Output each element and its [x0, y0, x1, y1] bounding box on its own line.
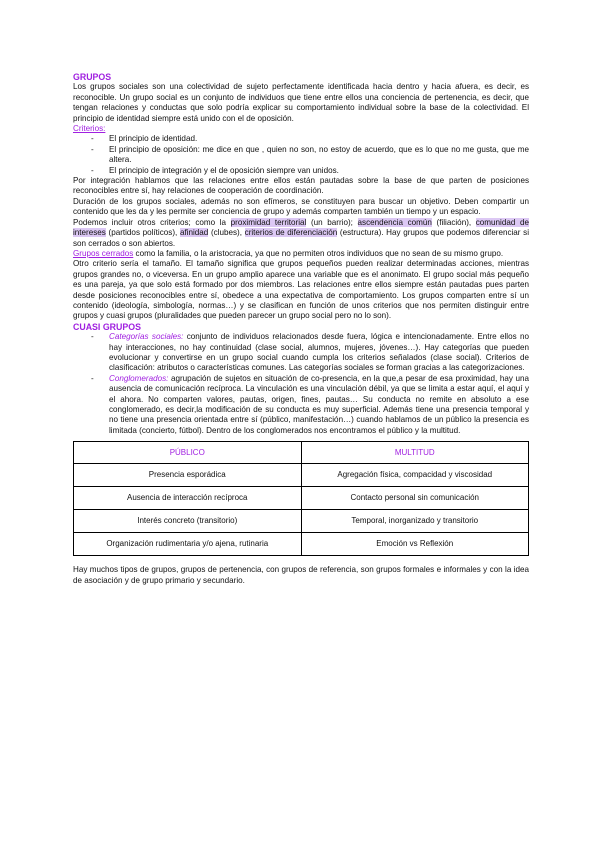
highlight-comunidad: comunidad de intereses [73, 217, 529, 238]
text-run: (partidos políticos), [105, 228, 180, 238]
text-run: Podemos incluir otros criterios; como la [73, 217, 231, 227]
cuasi-text: agrupación de sujetos en situación de co-presencia, en la que,a pesar de esa proximidad, hay una ausencia de comunicación recíproca. La vinculación es una vinculación débil, ya que se limita a estar aquí, el aquí y el ahora. No comparten valores, pautas, origen, fines, pautas… Su conducta no remite en absoluto a ese conglomerado, es decir,la modificación de su conducta es muy superficial. Además tiene una presencia temporal y no tiene una presencia orientada entre sí (público, manifestación…) cuando hablamos de un público la presencia es limitada (concierto, fútbol). Dentro de los conglomerados nos encontramos el público y la multitud. [109, 373, 529, 435]
table-cell: Presencia esporádica [74, 464, 302, 487]
criterios-heading: Criterios: [73, 124, 106, 134]
text-run: (filiación), [431, 217, 476, 227]
table-cell: Contacto personal sin comunicación [301, 487, 529, 510]
final-paragraph: Hay muchos tipos de grupos, grupos de pertenencia, con grupos de referencia, son grupos formales e informales y con la idea de asociación y de grupo primario y secundario. [73, 565, 529, 585]
cuasi-text: conjunto de individuos relacionados desde fuera, lógica e intencionadamente. Entre ellos no hay interacciones, no hay continuidad (clase social, alumnos, mujeres, jóvenes…). Hay categorías que pueden evolucionar y convertirse en un grupo social cuando cumpla los criterios señalados (clase social). Criterios de clasificación: atributos o características comunes. Las categorías sociales se forman gracias a las categorizaciones. [109, 332, 529, 373]
table-header-row [74, 442, 529, 464]
table-row [74, 533, 529, 556]
otros-criterios-paragraph [73, 218, 529, 249]
table-row [74, 464, 529, 487]
highlight-proximidad: proximidad territorial [230, 217, 307, 227]
cuasi-item-categorias [73, 332, 529, 374]
text-run: como la familia, o la aristocracia, ya que no permiten otros individuos que no sean de su mismo grupo. [133, 248, 504, 258]
criterios-list [73, 134, 529, 176]
criterio-item: - El principio de identidad. [73, 134, 529, 144]
header-multitud: MULTITUD [301, 442, 529, 464]
cuasi-list [73, 332, 529, 436]
text-run: (un barrio); [306, 217, 358, 227]
criterio-item: - El principio de integración y el de oposición siempre van unidos. [73, 166, 529, 176]
grupos-cerrados-label: Grupos cerrados [73, 248, 134, 258]
table-cell: Emoción vs Reflexión [301, 533, 529, 556]
cuasi-item-conglomerados [73, 374, 529, 436]
table-cell: Agregación física, compacidad y viscosidad [301, 464, 529, 487]
highlight-afinidad: afinidad [179, 228, 209, 238]
header-publico: PÚBLICO [74, 442, 302, 464]
table-cell: Ausencia de interacción recíproca [74, 487, 302, 510]
highlight-diferenciacion: criterios de diferenciación [244, 228, 338, 238]
table-row [74, 510, 529, 533]
text-run: (estructura). Hay grupos que podemos diferenciar si son cerrados o son abiertos. [73, 228, 529, 248]
text-run: (clubes), [208, 228, 245, 238]
section-title-grupos: GRUPOS [73, 72, 112, 82]
table-row [74, 487, 529, 510]
intro-paragraph: Los grupos sociales son una colectividad de sujeto perfectamente identificada hacia dentro y hacia afuera, es decir, es reconocible. Un grupo social es un conjunto de individuos que tiene entre ellos una conciencia de pertenencia, es decir, que tengan relaciones y conductas que solo podría explicar su comportamiento individual sobre la base de la colectividad. El principio de identidad siempre está unido con el de oposición. [73, 82, 529, 123]
cerrados-paragraph [73, 249, 529, 259]
integracion-paragraph: Por integración hablamos que las relaciones entre ellos están pautadas sobre la base de que parten de posiciones reconocibles entre sí, hay relaciones de cooperación de coordinación. [73, 176, 529, 196]
section-title-cuasi-grupos: CUASI GRUPOS [73, 321, 141, 332]
table-cell: Organización rudimentaria y/o ajena, rutinaria [74, 533, 302, 556]
document-body [73, 72, 529, 586]
table-cell: Interés concreto (transitorio) [74, 510, 302, 533]
criterio-item: - El principio de oposición: me dice en que , quien no son, no estoy de acuerdo, que es lo que no me gusta, que me altera. [73, 145, 529, 166]
cuasi-label: Categorías sociales: [109, 332, 184, 342]
cuasi-label: Conglomerados: [109, 373, 169, 383]
comparison-table [73, 441, 529, 556]
table-cell: Temporal, inorganizado y transitorio [301, 510, 529, 533]
tamano-paragraph: Otro criterio sería el tamaño. El tamaño significa que grupos pequeños pueden realizar determinadas acciones, mientras grupos grandes no, o viceversa. En un grupo amplio aparece una variable que es el anonimato. El grupo social más pequeño es una pareja, ya que solo está formado por dos miembros. Las relaciones entre ellos siempre están pautadas pues parten desde posiciones reconocibles entre sí, obedece a una expectativa de comportamiento. Los grupos comparten entre sí un contenido (ideología, simbología, normas…) y se clasifican en función de unos criterios que nos permiten distinguir entre grupos y cuasi grupos (pluralidades que pueden parecer un grupo social pero no lo son). [73, 259, 529, 321]
highlight-ascendencia: ascendencia común [357, 217, 432, 227]
duracion-paragraph: Duración de los grupos sociales, además no son efímeros, se constituyen para buscar un objetivo. Deben compartir un contenido que les da y les permite ser conciencia de grupo y además comparten también un tiempo y un espacio. [73, 196, 529, 217]
